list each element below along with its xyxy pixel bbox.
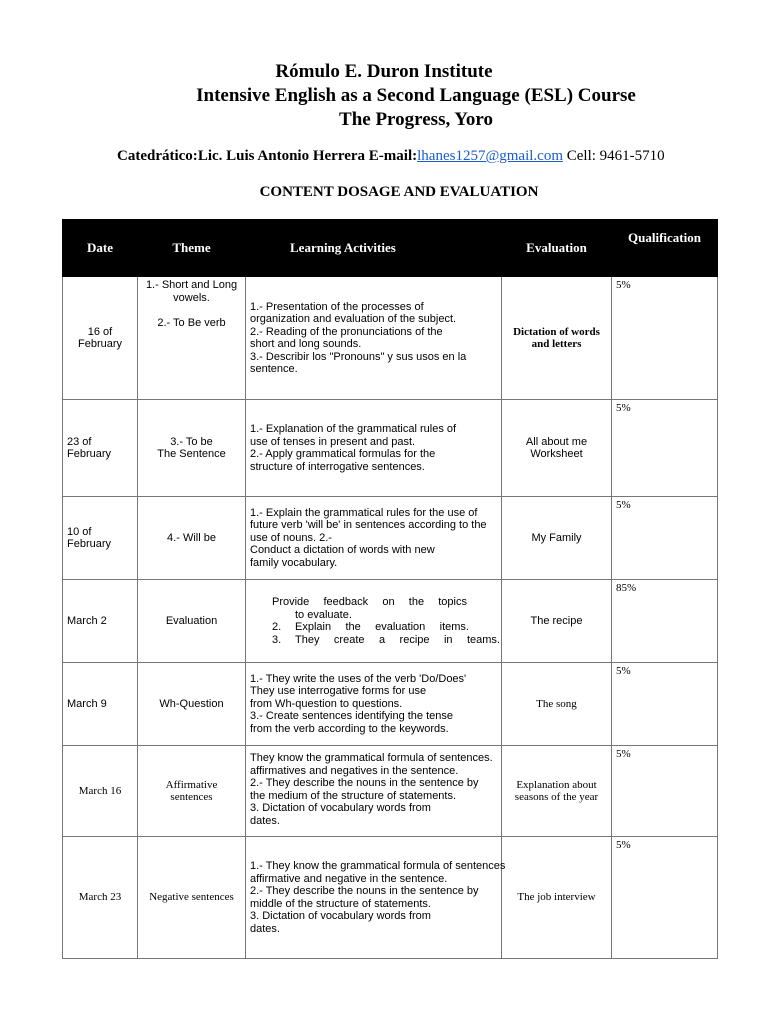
teacher-name: Lic. Luis Antonio Herrera [197, 148, 366, 164]
row-evaluation: All about me Worksheet [502, 400, 612, 497]
course-title: Intensive English as a Second Language (ESL) Course [196, 85, 636, 106]
table-header-row [63, 220, 718, 277]
row-qualification: 5% [612, 837, 718, 959]
header-evaluation: Evaluation [502, 220, 612, 277]
row-activities: 1.- They write the uses of the verb 'Do/Does' They use interrogative forms for use from Wh-question to questions. 3.- Create sentences identifying the tense from the verb according to the keywords. [246, 663, 502, 746]
cell-number: 9461-5710 [599, 148, 665, 164]
row-evaluation: Explanation about seasons of the year [502, 746, 612, 837]
header-qualification: Qualification [612, 220, 718, 277]
row-date: 16 of February [63, 277, 138, 400]
place-title: The Progress, Yoro [339, 109, 493, 130]
row-activities: 1.- Explain the grammatical rules for the use of future verb 'will be' in sentences according to the use of nouns. 2.- Conduct a dictation of words with new family vocabulary. [246, 497, 502, 580]
email-label: E-mail: [368, 148, 418, 164]
header-activities: Learning Activities [246, 220, 502, 277]
row-activities: 1.- Explanation of the grammatical rules of use of tenses in present and past. 2.- Apply grammatical formulas for the structure of interrogative sentences. [246, 400, 502, 497]
row-activities: 1.- Presentation of the processes of organization and evaluation of the subject. 2.- Reading of the pronunciations of the short and long sounds. 3.- Describir los "Pronouns" y sus usos en la sentence. [246, 277, 502, 400]
row-qualification: 5% [612, 746, 718, 837]
institute-title: Rómulo E. Duron Institute [275, 61, 493, 82]
row-date: 10 of February [63, 497, 138, 580]
row-theme: 3.- To be The Sentence [138, 400, 246, 497]
row-date: March 9 [63, 663, 138, 746]
row-qualification: 5% [612, 400, 718, 497]
table-row [63, 746, 718, 837]
row-evaluation: Dictation of words and letters [502, 277, 612, 400]
email-link[interactable]: lhanes1257@gmail.com [417, 148, 563, 164]
row-activities [246, 580, 502, 663]
row-theme: Evaluation [138, 580, 246, 663]
table-row [63, 497, 718, 580]
row-theme: Negative sentences [138, 837, 246, 959]
row-qualification: 5% [612, 663, 718, 746]
row-qualification: 5% [612, 497, 718, 580]
teacher-label: Catedrático: [117, 148, 198, 164]
table-row [63, 580, 718, 663]
contact-line [117, 148, 665, 165]
table-row [63, 837, 718, 959]
table-row [63, 400, 718, 497]
activities-item: 3. They create a recipe in teams. [272, 633, 500, 646]
row-activities: 1.- They know the grammatical formula of sentences affirmative and negative in the sentence. 2.- They describe the nouns in the sentence by middle of the structure of statements. 3. Dictation of vocabulary words from dates. [246, 837, 502, 959]
table-row [63, 277, 718, 400]
content-table [62, 219, 718, 959]
activities-intro-cont: to evaluate. [295, 608, 352, 621]
row-qualification: 85% [612, 580, 718, 663]
header-theme: Theme [138, 220, 246, 277]
row-date: March 2 [63, 580, 138, 663]
header-date: Date [63, 220, 138, 277]
row-qualification: 5% [612, 277, 718, 400]
row-evaluation: The song [502, 663, 612, 746]
cell-label: Cell: [566, 148, 596, 164]
activities-intro: Provide feedback on the topics [272, 596, 467, 608]
row-theme: Affirmative sentences [138, 746, 246, 837]
row-evaluation: My Family [502, 497, 612, 580]
table-row [63, 663, 718, 746]
row-date: March 16 [63, 746, 138, 837]
row-date: March 23 [63, 837, 138, 959]
row-theme: 4.- Will be [138, 497, 246, 580]
row-evaluation: The job interview [502, 837, 612, 959]
row-date: 23 of February [63, 400, 138, 497]
row-theme: 1.- Short and Long vowels. 2.- To Be verb [138, 277, 246, 400]
row-theme: Wh-Question [138, 663, 246, 746]
activities-item: 2. Explain the evaluation items. [272, 621, 469, 633]
row-evaluation: The recipe [502, 580, 612, 663]
row-activities: They know the grammatical formula of sentences. affirmatives and negatives in the sentence. 2.- They describe the nouns in the sentence by the medium of the structure of statements. 3. Dictation of vocabulary words from dates. [246, 746, 502, 837]
section-title: CONTENT DOSAGE AND EVALUATION [259, 184, 539, 200]
